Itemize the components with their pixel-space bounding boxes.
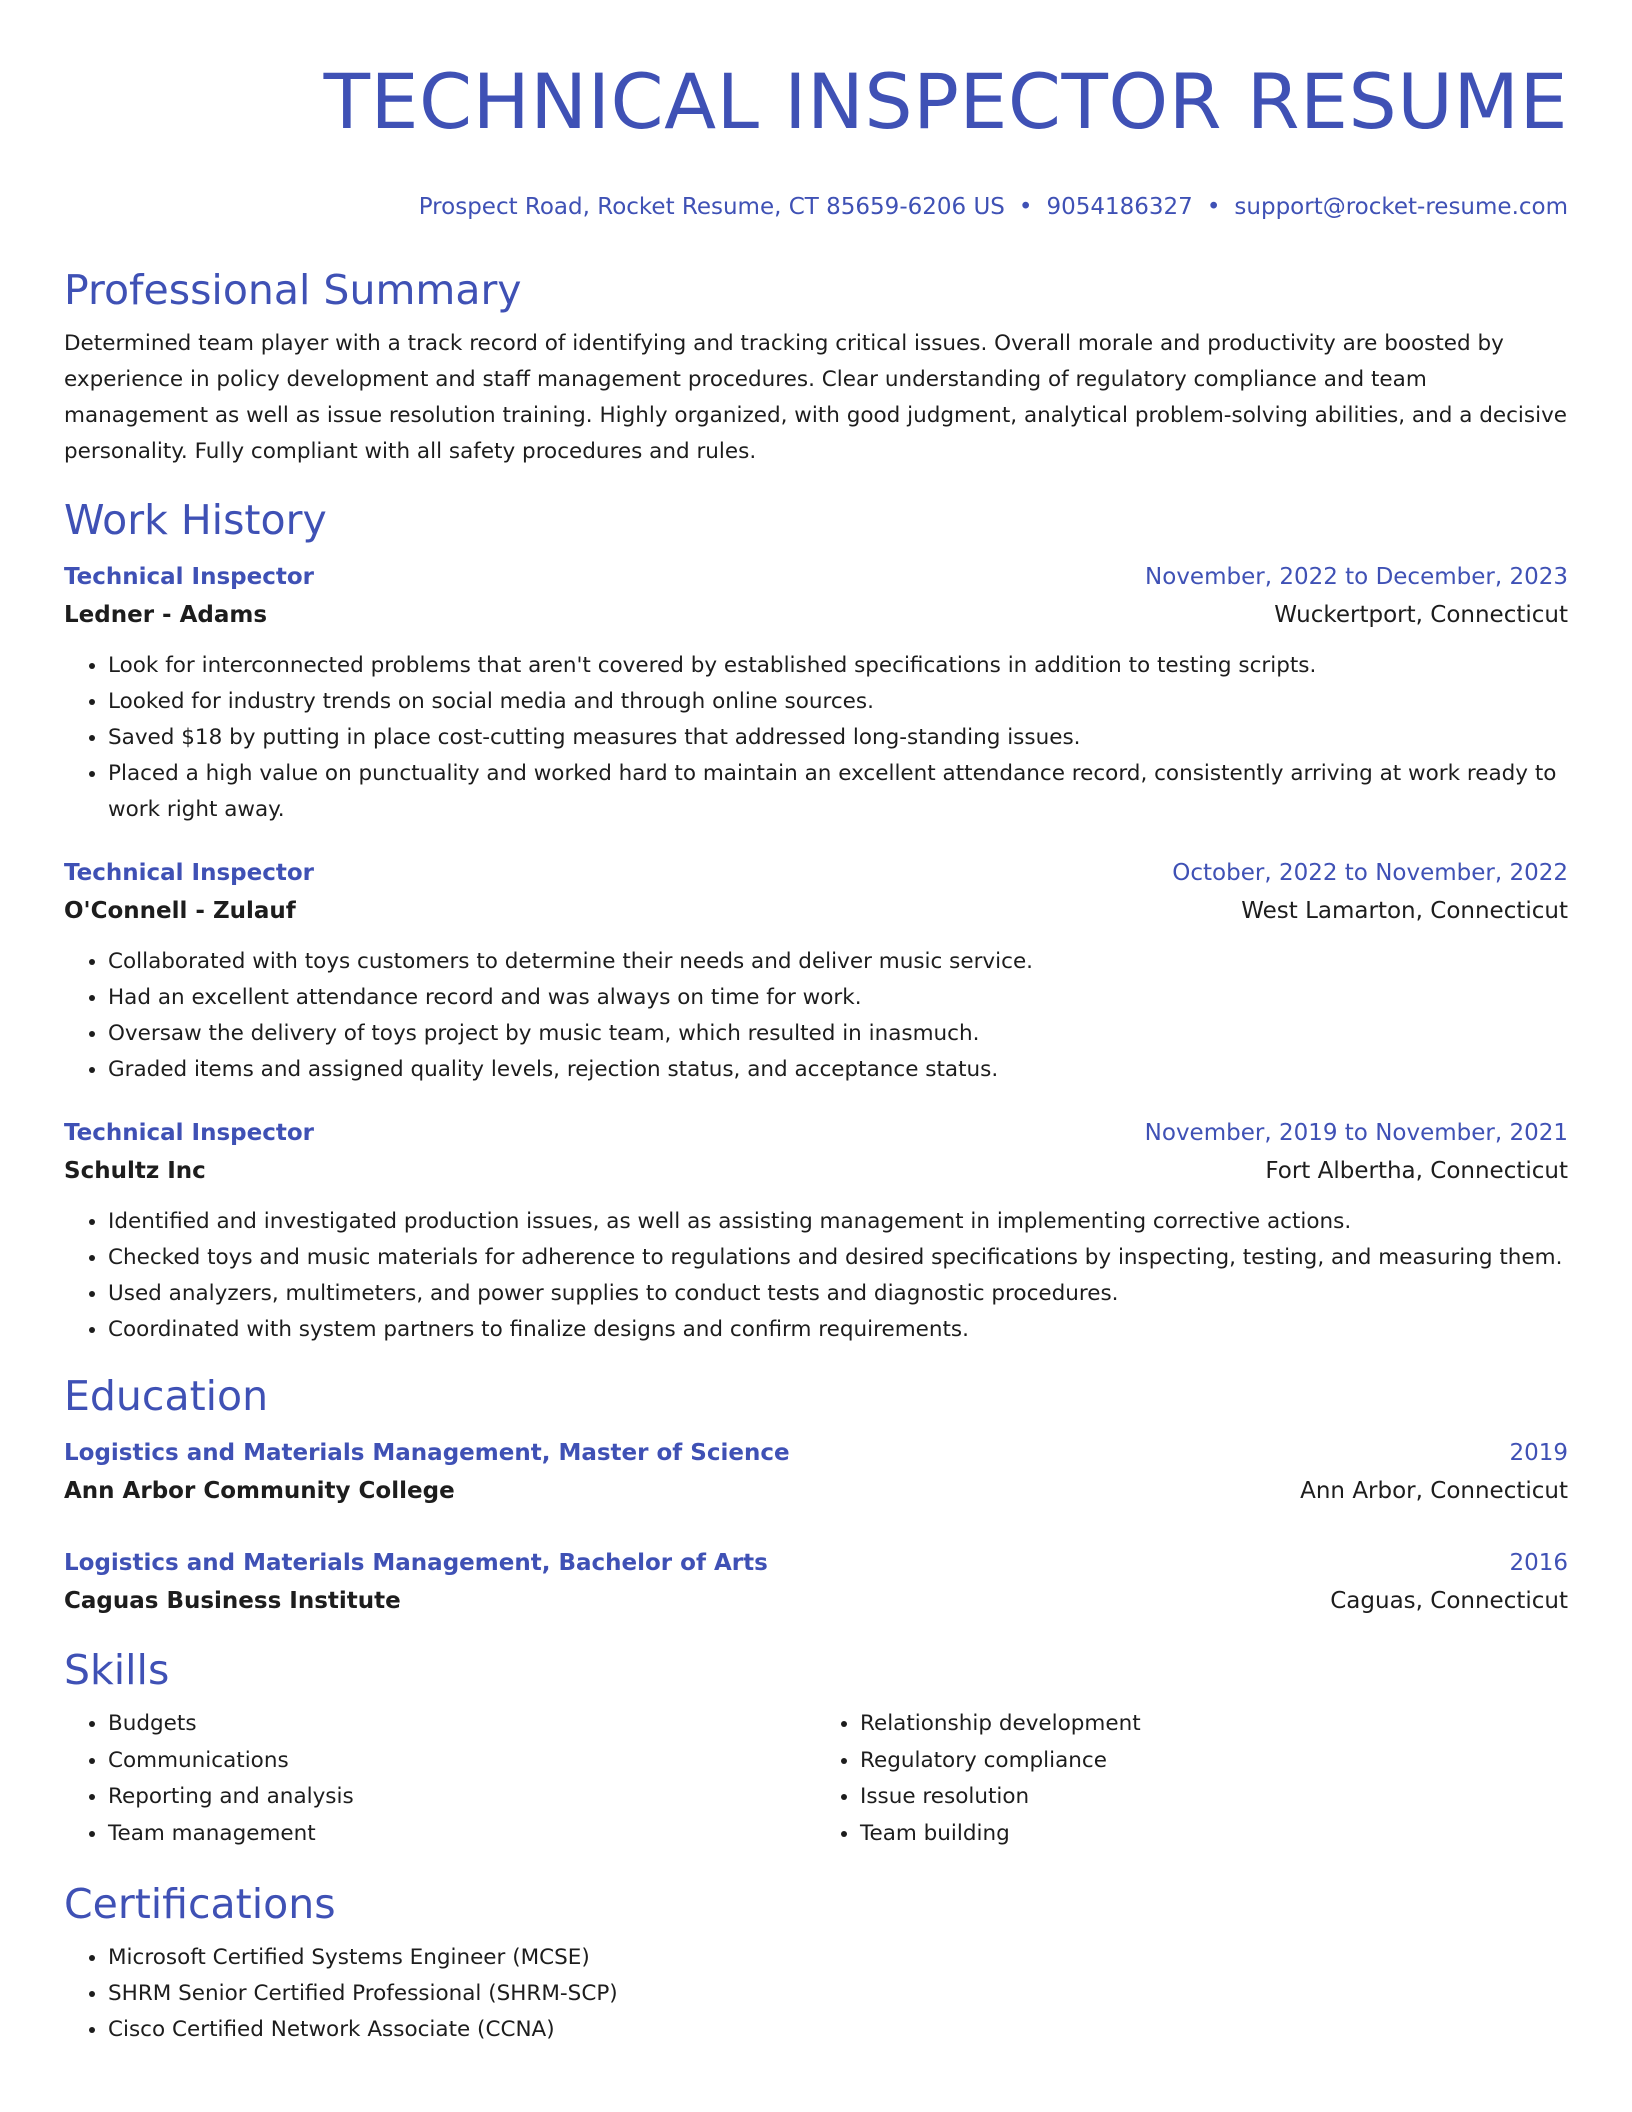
job-dates: November, 2019 to November, 2021: [1144, 1120, 1568, 1146]
section-heading-certifications: Certifications: [64, 1880, 336, 1928]
job-title: Technical Inspector: [64, 564, 315, 590]
list-item: • SHRM Senior Certified Professional (SHRM-SCP): [108, 1976, 1568, 2012]
job-bullets: [64, 1204, 1568, 1348]
job-location: West Lamarton, Connecticut: [1241, 898, 1568, 924]
list-item: • Issue resolution: [860, 1779, 1568, 1816]
job-company: Ledner - Adams: [64, 602, 268, 628]
education-school: Caguas Business Institute: [64, 1588, 401, 1614]
list-item: • Regulatory compliance: [860, 1743, 1568, 1780]
education-year: 2016: [1509, 1550, 1568, 1576]
education-location: Ann Arbor, Connecticut: [1300, 1478, 1568, 1504]
list-item: • Saved $18 by putting in place cost-cutting measures that addressed long-standing issues.: [108, 720, 1568, 756]
job-dates: November, 2022 to December, 2023: [1145, 564, 1568, 590]
job-header: [64, 1114, 1568, 1152]
job-entry: [64, 854, 1568, 1088]
contact-separator: •: [1206, 194, 1221, 220]
section-heading-work-history: Work History: [64, 496, 327, 544]
contact-line: [64, 192, 1568, 222]
resume-title: TECHNICAL INSPECTOR RESUME: [323, 57, 1568, 146]
list-item: • Coordinated with system partners to finalize designs and confirm requirements.: [108, 1312, 1568, 1348]
skills-column-right: [816, 1706, 1568, 1852]
list-item: • Relationship development: [860, 1706, 1568, 1743]
education-year: 2019: [1509, 1440, 1568, 1466]
list-item: • Budgets: [108, 1706, 816, 1743]
job-location: Fort Albertha, Connecticut: [1265, 1158, 1568, 1184]
list-item: • Used analyzers, multimeters, and power supplies to conduct tests and diagnostic procedures.: [108, 1276, 1568, 1312]
job-subheader: [64, 1152, 1568, 1190]
job-bullets: [64, 648, 1568, 828]
list-item: • Reporting and analysis: [108, 1779, 816, 1816]
list-item: • Cisco Certified Network Associate (CCNA): [108, 2012, 1568, 2048]
skills-list: [64, 1706, 1568, 1852]
list-item: • Team management: [108, 1816, 816, 1853]
list-item: • Look for interconnected problems that aren't covered by established specifications in addition to testing scripts.: [108, 648, 1568, 684]
job-subheader: [64, 892, 1568, 930]
education-subheader: [64, 1582, 1568, 1620]
contact-email: support@rocket-resume.com: [1234, 194, 1568, 220]
education-location: Caguas, Connecticut: [1330, 1588, 1568, 1614]
section-heading-summary: Professional Summary: [64, 266, 522, 314]
job-title: Technical Inspector: [64, 1120, 315, 1146]
section-heading-education: Education: [64, 1372, 269, 1420]
job-bullets: [64, 944, 1568, 1088]
certifications-list: [64, 1940, 1568, 2048]
contact-separator: •: [1018, 194, 1033, 220]
contact-phone: 9054186327: [1046, 194, 1193, 220]
list-item: • Had an excellent attendance record and was always on time for work.: [108, 980, 1568, 1016]
contact-address: Prospect Road, Rocket Resume, CT 85659-6206 US: [418, 194, 1005, 220]
list-item: • Placed a high value on punctuality and worked hard to maintain an excellent attendance record, consistently arriving at work ready to work right away.: [108, 756, 1568, 828]
job-header: [64, 854, 1568, 892]
job-header: [64, 558, 1568, 596]
job-location: Wuckertport, Connecticut: [1274, 602, 1568, 628]
section-heading-skills: Skills: [64, 1646, 170, 1694]
list-item: • Microsoft Certified Systems Engineer (MCSE): [108, 1940, 1568, 1976]
job-dates: October, 2022 to November, 2022: [1172, 860, 1568, 886]
resume-header: [64, 0, 1568, 222]
job-title: Technical Inspector: [64, 860, 315, 886]
job-subheader: [64, 596, 1568, 634]
education-degree: Logistics and Materials Management, Master of Science: [64, 1440, 790, 1466]
education-entry: [64, 1434, 1568, 1510]
list-item: • Communications: [108, 1743, 816, 1780]
job-company: O'Connell - Zulauf: [64, 898, 296, 924]
list-item: • Team building: [860, 1816, 1568, 1853]
list-item: • Graded items and assigned quality levels, rejection status, and acceptance status.: [108, 1052, 1568, 1088]
job-entry: [64, 1114, 1568, 1348]
education-header: [64, 1434, 1568, 1472]
list-item: • Identified and investigated production issues, as well as assisting management in implementing corrective actions.: [108, 1204, 1568, 1240]
list-item: • Collaborated with toys customers to determine their needs and deliver music service.: [108, 944, 1568, 980]
education-entry: [64, 1544, 1568, 1620]
list-item: • Looked for industry trends on social media and through online sources.: [108, 684, 1568, 720]
education-subheader: [64, 1472, 1568, 1510]
education-header: [64, 1544, 1568, 1582]
list-item: • Oversaw the delivery of toys project by music team, which resulted in inasmuch.: [108, 1016, 1568, 1052]
skills-column-left: [64, 1706, 816, 1852]
job-company: Schultz Inc: [64, 1158, 206, 1184]
education-degree: Logistics and Materials Management, Bachelor of Arts: [64, 1550, 768, 1576]
summary-text: Determined team player with a track record of identifying and tracking critical issues. Overall morale and productivity are boosted by experience in policy development and staff management procedures. Clear understanding of regulatory compliance and team management as well as issue resolution training. Highly organized, with good judgment, analytical problem-solving abilities, and a decisive personality. Fully compliant with all safety procedures and rules.: [64, 331, 1568, 464]
list-item: • Checked toys and music materials for adherence to regulations and desired specifications by inspecting, testing, and measuring them.: [108, 1240, 1568, 1276]
education-school: Ann Arbor Community College: [64, 1478, 455, 1504]
job-entry: [64, 558, 1568, 828]
